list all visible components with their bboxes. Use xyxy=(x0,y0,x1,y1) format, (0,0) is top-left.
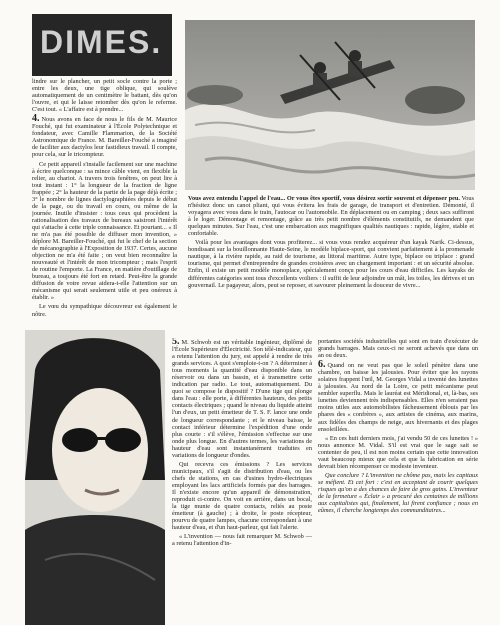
item-5-text: M. Schwob est un véritable ingénieur, diplômé de l'École Supérieure d'Électricité. Son télé-indicateur, qui a retenu l'attention du jury, est appelé à rendre de très grands services. A quoi s'emploie-t-on ? A déterminer à tous moments la quantité d'eau disponible dans un réservoir ou dans un bassin, et à transmettre cette indication par radio. Le tout, automatiquement. Du quoi se compose le dispositif ? D'une tige qui plonge dans l'eau : elle porte, à différentes hauteurs, des petits contacts électriques ; quand le niveau du liquide atteint l'un d'eux, un petit émetteur de T. S. F. lance une onde de longueur correspondante ; et le niveau baisse, le contact inférieur détermine l'expédition d'une onde plus courte : s'il s'élève, l'émission s'effectue sur une onde plus longue. En d'autres termes, les variations de hauteur d'eau sont instantanément traduites en variations de longueur d'ondes. xyxy=(172,339,312,459)
item-4-text: Nous avons en face de nous le fils de M. Maurice Fouché, qui fut examinateur à l'École Polytechnique et fondateur, avec Camille Flammarion, de la Société Astronomique de France. M. Bareiller-Fouché a imaginé de faciliter aux dactylos leur fastidieux travail. Il compte, pour cela, sur le tricompteur. xyxy=(32,116,177,159)
item-number-4: 4. xyxy=(32,113,40,125)
item-number-5: 5. xyxy=(172,338,180,347)
kayak-article xyxy=(188,195,474,330)
section-banner xyxy=(32,14,172,76)
right-intro-paragraph: portantes sociétés industrielles qui sont en train d'exécuter de grands barrages. Mais ceux-ci ne seront achevés que dans un an ou deux. xyxy=(318,338,478,360)
middle-column xyxy=(172,338,312,618)
kayak-photo-graphic xyxy=(185,20,475,190)
kayak-lead-text: Vous avez entendu l'appel de l'eau... Or vous êtes sportif, vous désirez sortir souvent et dépenser peu. xyxy=(188,195,460,202)
item-5-closing: « L'invention — nous fait remarquer M. Schwob — a retenu l'attention d'in- xyxy=(172,533,312,548)
kayak-paragraph-2: Voilà pour les avantages dont vous profiterez... si vous vous rendez acquéreur d'un kayak Narik. Ci-dessus, bondissant sur la bouillonnante Haute-Seine, le modèle biplace-sport, qui convient parfaitement à la promenade nautique, à la rivière rapide, au raid de tourisme, au littoral maritime. Autre type, biplace ou triplace : grand tourisme, qui permet d'entreprendre de grandes croisières avec un chargement important : et un sécurité absolue. Enfin, il existe un petit modèle monoplace, spécialement conçu pour les cours d'eau difficiles. Les kayaks de différentes catégories sont tous d'excellents voiliers : il suffit de leur adjoindre un mât, les toiles, les dérives et un gouvernail. Le pagayeur, alors, peut se reposer, et savourer pleinement la douceur de vivre... xyxy=(188,239,474,289)
portrait-photo xyxy=(25,330,165,625)
item-5-paragraph xyxy=(172,338,312,459)
item-4-closing: Le vœu du sympathique découvreur est également le nôtre. xyxy=(32,303,177,318)
item-4-paragraph xyxy=(32,115,177,158)
item-5-body: Qui recevra ces émissions ? Les services municipaux, s'il s'agit de distribution d'eau, ou les chefs de stations, en cas d'usines hydro-électriques employant les lacs artificiels formés par des barrages. Il n'existe encore qu'un appareil de démonstration, reproduit ci-contre. On voit en arrière, dans un bocal, la tige munie de quatre contacts, reliés au poste émetteur (à gauche) ; à droite, le poste récepteur, pourvu de quatre lampes, chacune correspondant à une hauteur d'eau, et d'un haut-parleur, qui fait l'alerte. xyxy=(172,460,312,532)
left-intro-paragraph: lindre sur le plancher, un petit socle contre la porte ; entre les deux, une tige oblique, qui soulève automatiquement de un centimètre le battant, dès qu'on l'ouvre, et qui le laisse retomber dès qu'on le referme. C'est tout. « L'affaire est à prendre... xyxy=(32,78,177,114)
kayak-paragraph-1: Vous n'hésitez donc un canot pliant, qui vous évitera les frais de garage, de transport et d'entretien. Démonté, il voyagera avec vous dans le train, l'autocar ou l'automobile. En déplacement ou en camping ; deux sacs suffiront à le loger. Démontage et remontage, grâce au très petit nombre d'éléments constitutifs, ne demandent que quelques minutes. Sur l'eau, c'est une embarcation aux magnifiques qualités nautiques : rapide, légère, stable et confortable. xyxy=(188,195,474,238)
kayak-photo xyxy=(185,20,475,190)
item-6-body: « En ces huit derniers mois, j'ai vendu 50 de ces lunettes ! » nous annonce M. Vidal. S'il est vrai que le sage sait se contenter de peu, il est non moins certain que cette innovation vaut beaucoup mieux que cela et que la fabrication en série devrait bien récompenser ce modeste inventeur. xyxy=(318,434,478,470)
conclusion-paragraph: Que conclure ? L'invention ne chôme pas, mais les capitaux se méfient. Et cet fort : c'est en acceptant de courir quelques risques qu'on a des chances de faire de gros gains. L'inventeur de la fermeture « Éclair » a procuré des centaines de millions aux capitalistes qui, finalement, lui firent confiance ; nous en eûmes, il cherche longtemps des commanditaires... xyxy=(318,471,478,515)
right-column xyxy=(318,338,478,618)
item-number-6: 6. xyxy=(318,359,326,371)
kayak-lead xyxy=(188,195,474,237)
item-4-body: Ce petit appareil s'installe facilement sur une machine à écrire quelconque : sa mince câble vient, en flexible la relier, au chariot. A travers trois fenêtres, on peut lire à tout instant : 1° la longueur de la fraction de ligne frappée ; 2° la hauteur de la partie de la page déjà écrite ; 3° le nombre de lignes dactylographiées depuis le début de la page, ou du travail en cours, ou même de la journée. Inutile d'insister : tous ceux qui procèdent la rationalisation des travaux de bureaux saisiront l'intérêt qui s'attache à cette triple connaissance. Et pourtant... « Il ne m'a pas été possible de diffuser mon invention, » déplore M. Bareiller-Fouché, qui fut le chef de la section de mécanographie à l'Exposition de 1937. Certes, aucune objection ne m'a été faite ; on veut bien reconnaître la nouveauté et l'intérêt de mon tricompteur ; mais l'esprit de routine l'emporte. La France, en matière d'outillage de bureau, a toujours été fort en retard. Peut-être la grande diffusion de votre revue aidera-t-elle l'attention sur un mécanisme qui serait seulement utile et peu onéreux à établir. » xyxy=(32,160,177,302)
left-column xyxy=(32,78,177,342)
banner-title: DIMES. xyxy=(40,24,163,60)
portrait-graphic xyxy=(25,330,165,625)
item-6-text: Quand on ne veut pas que le soleil pénètre dans une chambre, on baisse les jalousies. Pour éviter que les rayons solaires frappent l'œil, M. Georges Vidal a inventé des lunettes à jalousies. Au nord de la Loire, ce petit mécanisme peut sembler superflu. Mais le lauréat est Méridional, et, là-bas, ses lunettes deviennent très indispensables. Elles n'en seraient pas moins utiles aux automobilistes fâcheusement éblouis par les phares des « confrères », aux artistes de cinéma, aux marins, aux fidèles des champs de neige, aux hivernants et des plages ensoleillées. xyxy=(318,362,478,433)
item-6-paragraph xyxy=(318,361,478,432)
